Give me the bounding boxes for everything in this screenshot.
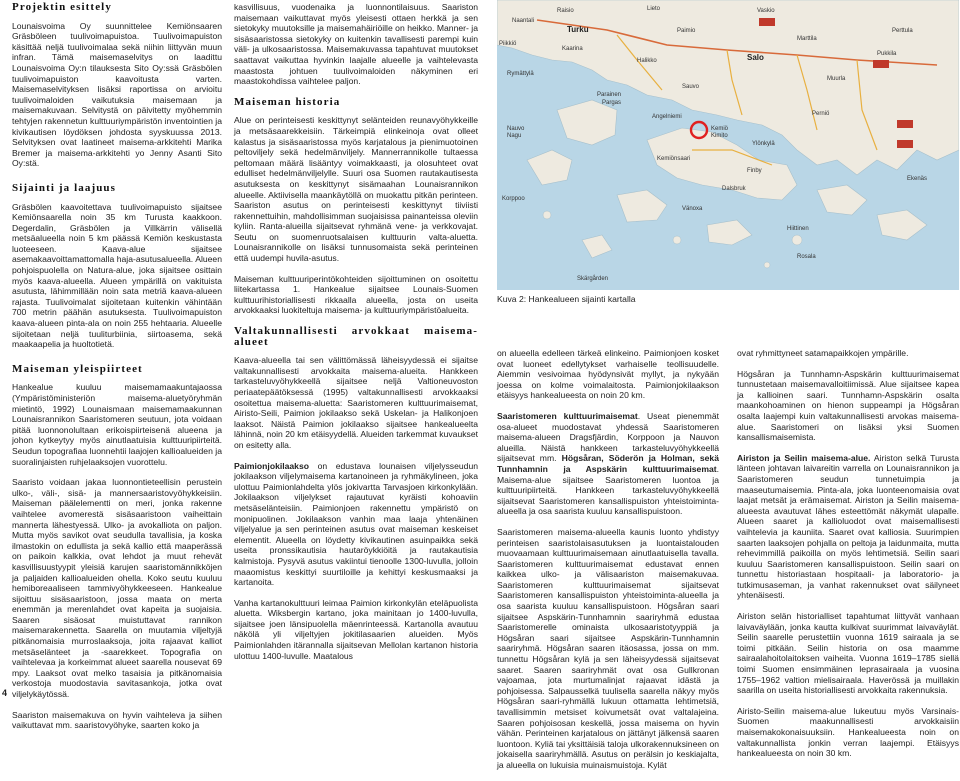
map-label: Angelniemi [652, 114, 682, 120]
map-label: Paimio [677, 28, 696, 34]
map-label: Naantali [512, 18, 535, 24]
paragraph [234, 461, 478, 588]
map-label: Perniö [812, 111, 830, 117]
map-label: Parainen [597, 92, 622, 98]
map-label: Nauvo [507, 126, 525, 132]
paragraph: Hankealue kuuluu maisemamaakuntajaossa (Ympäristöministeriön maisema-aluetyöryhmän mietintö, 1992) Lounaismaan maisemamaakunnan Lounaisrannikon Saaristomeren seutuun, jota voidaan pitää luonnonolultaan erikoispiirteisenä alueena ja johon kytkeytyy myös ainutlaatuisia kulttuuripiirteitä. Seudun topografiaa luonnehtii laajojen kallioalueiden ja suoralinjaisten ruhjelaaksojen vuorottelu. [12, 382, 222, 467]
paragraph-text: . Useat pienemmät osa-alueet muodostavat yhdessä Saaristomeren maisema-alueen Dragsfjärdin, Korppoon ja Nauvon alueilla. Näistä hankkeen tarkasteluvyöhykkeellä sijaitsevat mm. [497, 410, 719, 464]
map-label: Vaskio [757, 8, 775, 14]
paragraph: Gräsbölen kaavoitettava tuulivoimapuisto sijaitsee Kemiönsaarella noin 35 km Turusta kaakkoon. Degerdalin, Gräsbölen ja Villkärrin välisellä metsäalueella noin 5 km päässä Kemiön keskustasta luoteeseen. Kaava-alue sijaitsee asemakaavoittamattomalla haja-asutusalueella. Alueen pohjoispuolella on Natura-alue, joka sijaitsee osittain myös kaava-alueella. Alueen ympärillä on vakituista asutusta, lähimmillään noin sata metriä kaava-alueen rajasta. Tuulivoimalat sijoitetaan kuitenkin vähintään 700 metrin päähän asutuksesta. Tuulivoimapuiston kaava-alueen pinta-ala on noin 255 hehtaaria. Alueelle sijoitetaan neljä tuuliturbiinia, siirtoasema, sekä maakaapelia ja huoltotietä. [12, 201, 222, 350]
column-1 [12, 2, 222, 741]
section-title-maiseman-yleispiirteet: Maiseman yleispiirteet [12, 362, 143, 375]
page-number: 4 [2, 688, 8, 698]
paragraph: Saaristo voidaan jakaa luonnontieteellisin perustein ulko-, väli-, sisä- ja mannersaaristovyöhykkeisiin. Maiseman päälelementti on meri, jonka rakenne vaihtelee avomerestä sisäsaaristoon vaiheittain mannerta lähestyessä. Ulko- ja avokalliota on paljon. Mutta myös savikot ovat seudulla tavallisia, ja koska ilmastokin on edullista ja sekä kallio että maaperässä on paikoin kalkkia, ovat lehdot ja muut rehevät kasvillisuustyypit yleisiä karujen saaristomännikköjen ja paljaiden kallioalueiden ohella. Koko seutu kuuluu hemiboreaaliseen tammivyöhykkeeseen. Hankealue sijoittuu sisäsaaristoon, jossa maata on merta enemmän ja merenlahdet ovat kapeita ja suojaisia. Saaren sisäosat muistuttavat rannikon maisemarakennetta. Saarella on muutamia viljeltyjä pitkänomaisia murroslaaksoja, joita rajaavat kalliot metsäselänteet ja -saarekkeet. Topografia on vaihtelevaa ja korkeimmat alueet saarella nousevat 69 mpy. Laaksot ovat melko tasaisia ja pitkänomaisia verkostoja muodostavia savitasankoja, jotka ovat viljelykäytössä. [12, 477, 222, 700]
column-4 [737, 348, 959, 769]
map-label: Marttila [797, 36, 817, 42]
map-label: Pargas [602, 100, 622, 106]
section-title-projektin-esittely: Projektin esittely [12, 1, 112, 13]
map-label: Dalsbruk [722, 186, 746, 192]
map-label: Kaarina [562, 46, 583, 52]
paragraph: Saariston maisemakuva on hyvin vaihteleva ja siihen vaikuttavat mm. saaristovyöhyke, saarten koko ja [12, 709, 222, 731]
map-label: Kemiönsaari [657, 156, 691, 162]
map-label: Salo [747, 53, 764, 62]
paragraph: Saaristomeren maisema-alueella kaunis luonto yhdistyy perinteisen saaristolaisasutuksen ja luontaistalouden muovaamaan kulttuurimaisemaan ainutlaatuisella tavalla. Saaristomeren kulttuurimaisemat edustavat ennen kaikkea ulko- ja välisaariston maisemakuvaa. Saaristomeren kulttuurimaisemat sijaitsevat Saaristomeren kansallispuiston yhteistoiminta-alueella ja osa saarista kuuluu kansallispuistoon. Högsåran saari sijaitsee Aspskärin-Tunnhamnin saariryhmä edustaa Saaristomerelle ominaista ulkosaaristotyyppiä ja Högsåran saari sijaitsee Aspskärin-Tunnhamnin saariryhmä. Högsåran saaren itäosassa, jossa on mm. tunnettu Högsåran kylä ja sen läheisyydessä sijaitsevat saaret. Saaren saariryhmät ovat osa Gullkronan vajoamaa, jota murtumalinjat rajaavat idästä ja pohjoisessa. Salpausselkä tuulisella saarella näkyy myös Högsåran saari-ryhmällä lukuun ottamatta lehtimetsiä, tavallisimmin metsiset koivumetsät ovat valtalajeina. Saaren pohjoisosan keskellä, jossa maisema on hyvin vähän. Perinteinen karjatalous on jättänyt jälkensä saaren luontoon. Kyliä tai yksittäisiä taloja ulkorakennuksineen on jokaisella saariryhmällä. Asutus on perälsin jo keskiajalta, ja alueella on lukuisia muinaismuistoja. Kylät [497, 526, 719, 770]
paragraph: ovat ryhmittyneet satamapaikkojen ympärille. [737, 348, 909, 358]
map-label: Skärgården [577, 276, 609, 282]
bold-term: Paimionjokilaakso [234, 460, 309, 471]
map-label: Ekenäs [907, 176, 928, 182]
road-shield [897, 120, 913, 128]
map-label: Kemiö [711, 126, 729, 132]
map-label: Finby [747, 168, 762, 174]
map-label: Perttula [892, 28, 913, 34]
location-map [497, 0, 959, 290]
road-shield [873, 60, 889, 68]
map-label: Turku [567, 25, 589, 34]
map-caption: Kuva 2: Hankealueen sijainti kartalla [497, 294, 636, 304]
bold-term: Airiston ja Seilin maisema-alue. [737, 452, 871, 463]
map-label: Kimito [711, 133, 728, 139]
map-label: Vänoxa [682, 206, 703, 212]
paragraph: Airisto-Seilin maisema-alue lukeutuu myös Varsinais-Suomen maakunnallisesti arvokkaisiin maisemakokonaisuuksiin. Hankealueesta noin on valtakunnallista jonkin verran laajempi. Etäisyys hankealueesta on noin 30 km. [737, 705, 959, 759]
paragraph: Högsåran ja Tunnhamn-Aspskärin kulttuurimaisemat tunnustetaan maisemavalloitiimissä. Alue sijaitsee kapea ja kallioinen saari. Tunnhamn-Aspskärin osalta maankohoaminen on hienon suppeampi ja Högsåran osalta laajempi kuin valtakunnallisesti arvokas maisema-alue. Saaristomeri on lisäksi yksi Suomen kansallismaisemista. [737, 368, 959, 443]
paragraph: Alue on perinteisesti keskittynyt selänteiden reunavyöhykkeille ja metsäsaarekkeisiin. Tärkeimpiä elinkeinoja ovat olleet kalastus ja sisäsaaristossa myös karjatalous ja pienimuotoinen peltoviljely sekä hedelmänviljely. Mannerrannikolle tultaessa peltomaan määrä lisääntyy voimakkaasti, ja olosuhteet ovat edulliset hedelmänviljelylle. Suuri osa Suomen rautakautisesta asutuksesta on keskittynyt sisämaahan Lounaisrannikon alueelle. Aktiivisella maankäytöllä on muokattu pitkän perinteen. Saariston asutus on perinteisesti keskittynyt tiiviisti rakennettuihin, mahdollisimman suojaisissa painanteissa oleviin kyliin. Ranta-alueilla sijaitsevat ryhmänä vene- ja verkkovajat. Seutu on suomenruotsalaisen kulttuurin valta-aluetta. Lounaisrannikolle on lisäksi tunnusomaista sekä perinteinen että uudempi huvila-asutus. [234, 115, 478, 264]
paragraph: Vanha kartanokulttuuri leimaa Paimion kirkonkylän eteläpuolista aluetta. Wiksbergin kartano, joka mainitaan jo 1400-luvulla, sijaitsee joen länsipuolella mäenrinteessä. Kartanolla avautuu näkölä yli viljeltyjen jokitilasaarien alueiden. Myös Paimionlahden itärannalla sijaitsevan Mellolan kartanon historia ulottuu 1400-luvulle. Maatalous [234, 597, 478, 661]
section-title-valtakunnallisesti: Valtakunnallisesti arvokkaat maisema-alueet [234, 325, 478, 348]
paragraph [497, 411, 719, 517]
bold-term: Högsåran, Söderön ja Holman, sekä Tunnhamnin ja Aspskärin kulttuurimaisemat [497, 453, 719, 474]
road-shield [897, 140, 913, 148]
map-label: Rosala [797, 254, 816, 260]
map-label: Ylönkylä [752, 141, 775, 147]
map-label: Pukkila [877, 51, 897, 57]
map-label: Raisio [557, 8, 574, 14]
map-label: Rymättylä [507, 71, 534, 77]
paragraph-text: on edustava lounaisen viljelysseudun jokilaakson viljelymaisema kartanoineen ja ryhmäkylineen, joka ulottuu Paimionlahdelta ylös jokivartta Tarvasjoen kirkonkylään. Jokilaakson viljelykset rajautuvat kyräisti kohoaviin metsäselänteisiin. Paimionjoen rakennettu ympäristö on monipuolinen. Jokilaakson vanhin maa laaja yhtenäinen viljelyalue ja sen perinteinen asutus ovat maiseman keskeiset elementit. Alueella on löydetty kivikautinen asuinpaikka sekä useita pronssikautisia hautaröykkiöitä ja rautakautisia kalmistoja. Pysyvä asutus vakiintui tienoolle 1300-luvulla, jolloin maaomistus keskittyi suurtiloille ja kehittyi keskusmaaksi ja kartanoita. [234, 460, 478, 588]
column-3 [497, 348, 719, 781]
paragraph-text: . Maisema-alue sijaitsee Saaristomeren luontoa ja kulttuuripiirteitä. Hankkeen tarkasteluvyöhykkeellä sijaitsevat Saaristomeren kansallispuiston yhteistoiminta-alueella ja osa saarista kuuluu kansallispuistoon. [497, 463, 719, 517]
map-label: Hiittinen [787, 226, 809, 232]
bold-term: Saaristomeren kulttuurimaisemat [497, 410, 638, 421]
map-label: Sauvo [682, 84, 700, 90]
paragraph: kasvillisuus, vuodenaika ja luonnontilaisuus. Saariston maisemaan vaikuttavat myös yleisesti ottaen herkkä ja sen sietokyky muutoksille ja maisemahäiriöille on heikko. Manner- ja sisäsaaristossa sietokyky on kuitenkin tavallisesti parempi kuin väli- ja ulkosaaristossa. Maisemakuvassa tapahtuvat muutokset saattavat vaikuttaa hyvinkin laajalle alueelle ja vaihtelevasta maastosta johtuen tuulivoimaloiden näkyminen eri maastokohdissa vaihtelee paljon. [234, 2, 478, 87]
paragraph: on alueella edelleen tärkeä elinkeino. Paimionjoen kosket ovat luoneet edellytykset varhaiselle teollisuudelle. Aiemmin vesivoimaa hyödynsivät myllyt, ja nykyään joessa on kolme voimalaitosta. Paimionjokilaakson etäisyys hankealueesta on noin 20 km. [497, 348, 719, 401]
map-label: Muurla [827, 76, 846, 82]
paragraph: Kaava-alueella tai sen välittömässä läheisyydessä ei sijaitse valtakunnallisesti arvokkaita maisema-alueita. Hankkeen tarkasteluvyöhykkeellä sijaitsee neljä Valtioneuvoston periaatepäätöksessä (1995) valtakunnallisesti arvokkaaksi osoitettua maisema-aluetta: Saaristomeren kulttuurimaisemat, Airisto-Seili, Paimion jokilaakso sekä Uskelan- ja Halikonjoen laaksot. Näistä Paimion jokilaakso sijaitsee hankealueelta lähinnä, noin 20 km etäisyydellä. Alueiden tarkemmat kuvaukset on esitetty alla. [234, 355, 478, 450]
map-label: Nagu [507, 133, 522, 139]
map-label: Piikkiö [499, 41, 517, 47]
paragraph: Airiston selän historialliset tapahtumat liittyvät vanhaan laivaväylään, jonka kautta kulkivat suurimmat laivaväylät. Seilin saarelle perustettiin vuonna 1619 sairaala ja se toimi pitkään. Seilin historia on osa maamme sairaalahoitolaitoksen vaiheita. Vuonna 1619–1785 siellä toimi Suomen ensimmäinen leprasairaala ja vuosina 1755–1962 valtion mielisairaala. Haverössä ja muillakin saarilla on useita historiallisesti arvokkaita rakennuksia. [737, 611, 959, 696]
map-label: Halikko [637, 58, 657, 64]
paragraph: Lounaisvoima Oy suunnittelee Kemiönsaaren Gräsböleen tuulivoimapuistoa. Tuulivoimapuiston käsittää neljä tuulivoimalaa sekä niihin liittyvän muun infran. Tämä maisemaselvitys on laadittu Lounaisvoima Oy:n tilauksesta Sito Oy:ssä Gräsbölen tuulivoimapuiston kaavoitusta varten. Maisemaselvityksen lisäksi raportissa on arvioitu tuulivoimaloiden vaikutuksia maisemaan ja maisemakuvaan. Selvitystä on päivitetty myöhemmin tehtyjen rakennetun kulttuuriympäristön inventointien ja kivikautisen löydöksen johdosta syyskuussa 2013. Selvityksen ovat laatineet maisema-arkkitehti Marika Bremer ja maisema-arkkitehti yo Jenny Asanti Sito Oy:stä. [12, 20, 222, 169]
column-2 [234, 2, 478, 671]
paragraph-text: Airiston selkä Turusta länteen johtavan laivareitin varrella on Lounaisrannikon ja Saaristomeren seudun tunnetuimpia ja maaseutumaisemia. Pinta-ala, joka luonteenomaisia ovat laajat metsät ja erämaisemat. Airiston ja Seilin maisema-alueesta avautuvat lähes esteettömät näkymät ulapalle. Alueen saaret ja kallioluodot ovat maisemallisesti vaihtelevia ja kauniita. Saaret ovat kalliosia. Suurimpien saarten laaksojen pohjalla on peltoja ja laidunmaita, mutta rehevimmillä paikoilla on myös lehtimetsiä. Seilin saari kuuluu Saaristomeren kansallispuistoon. Seilin saari on tunnettu historiastaan hospitaali- ja laboratorio- ja tutkimusaseman, ja vanhat rakennukset ovat säilyneet yhtenäisesti. [737, 452, 959, 601]
section-title-sijainti: Sijainti ja laajuus [12, 181, 117, 194]
paragraph [737, 453, 959, 601]
road-shield [759, 18, 775, 26]
paragraph: Maiseman kulttuuriperintökohteiden sijoittuminen on osoitettu liitekartassa 1. Hankealue sijaitsee Lounais-Suomen kulttuurihistoriallisesti rikkaalla alueella, josta on useita arvokkaaksi luokiteltuja maisema- ja kulttuuriympäristöalueita. [234, 273, 478, 316]
map-label: Lieto [647, 6, 661, 12]
section-title-maiseman-historia: Maiseman historia [234, 95, 341, 108]
map-label: Korppoo [502, 196, 525, 202]
